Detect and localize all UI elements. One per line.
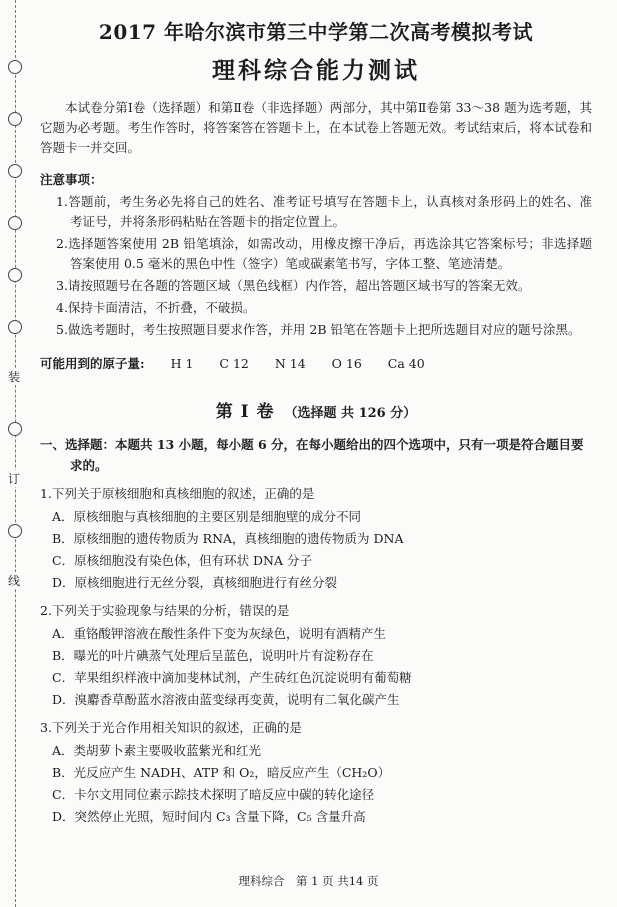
option-b: B．原核细胞的遗传物质为 RNA，真核细胞的遗传物质为 DNA [52, 531, 404, 546]
atomic-mass-item: C 12 [219, 356, 249, 371]
option-c: C．苹果组织样液中滴加斐林试剂，产生砖红色沉淀说明有葡萄糖 [52, 670, 412, 685]
atomic-mass-item: H 1 [170, 356, 194, 371]
binding-mark-zhuang: 装 [8, 370, 21, 384]
question-2 [40, 601, 592, 710]
binding-mark-xian: 线 [8, 574, 21, 588]
exam-title: 2017 年哈尔滨市第三中学第二次高考模拟考试 [98, 20, 534, 44]
question-3 [40, 718, 592, 827]
option-a: A．原核细胞与真核细胞的主要区别是细胞壁的成分不同 [52, 509, 362, 524]
option-list [40, 741, 592, 827]
section-subtitle: （选择题 共 126 分） [284, 406, 417, 421]
notice-item: 5.做选考题时，考生按照题目要求作答，并用 2B 铅笔在答题卡上把所选题目对应的题号涂黑。 [56, 322, 581, 337]
notice-item: 1.答题前，考生务必先将自己的姓名、准考证号填写在答题卡上，认真核对条形码上的姓名、准考证号，并将条形码粘贴在答题卡的指定位置上。 [56, 194, 592, 229]
section-heading [40, 400, 592, 426]
atomic-masses-label: 可能用到的原子量: [40, 356, 145, 371]
page-footer: 理科综合 第 1 页 共14 页 [238, 874, 379, 888]
option-a: A．类胡萝卜素主要吸收蓝紫光和红光 [52, 743, 262, 758]
section-instruction: 一、选择题：本题共 13 小题，每小题 6 分，在每小题给出的四个选项中，只有一项是符合题目要求的。 [40, 437, 584, 473]
notice-item: 2.选择题答案使用 2B 铅笔填涂，如需改动，用橡皮擦干净后，再选涂其它答案标号；非选择题答案使用 0.5 毫米的黑色中性（签字）笔或碳素笔书写，字体工整、笔迹清楚。 [56, 236, 592, 271]
atomic-mass-item: Ca 40 [387, 356, 425, 371]
atomic-masses [40, 354, 592, 374]
option-list [40, 624, 592, 710]
option-c: C．原核细胞没有染色体，但有环状 DNA 分子 [52, 553, 312, 568]
binding-hole [8, 524, 22, 538]
notice-list [40, 192, 592, 340]
binding-margin [0, 0, 34, 907]
section-title: 第 Ⅰ 卷 [215, 402, 275, 422]
notice-item: 3.请按照题号在各题的答题区域（黑色线框）内作答，超出答题区域书写的答案无效。 [56, 278, 531, 293]
binding-hole [8, 216, 22, 230]
option-b: B．光反应产生 NADH、ATP 和 O₂，暗反应产生（CH₂O） [52, 765, 391, 780]
option-b: B．曝光的叶片碘蒸气处理后呈蓝色，说明叶片有淀粉存在 [52, 648, 374, 663]
notice-item: 4.保持卡面清洁，不折叠，不破损。 [56, 300, 256, 315]
exam-subtitle: 理科综合能力测试 [212, 57, 420, 84]
binding-hole [8, 164, 22, 178]
binding-hole [8, 60, 22, 74]
exam-page [40, 18, 592, 829]
option-d: D．突然停止光照，短时间内 C₃ 含量下降，C₅ 含量升高 [52, 809, 366, 824]
question-stem: 1.下列关于原核细胞和真核细胞的叙述，正确的是 [40, 486, 315, 501]
atomic-mass-item: N 14 [274, 356, 306, 371]
binding-mark-ding: 订 [8, 472, 21, 486]
binding-hole [8, 112, 22, 126]
binding-hole [8, 268, 22, 282]
intro-paragraph: 本试卷分第Ⅰ卷（选择题）和第Ⅱ卷（非选择题）两部分，其中第Ⅱ卷第 33～38 题为选考题，其它题为必考题。考生作答时，将答案答在答题卡上，在本试卷上答题无效。考试结束后，将本试卷和答题卡一并交回。 [40, 100, 592, 155]
option-a: A．重铬酸钾溶液在酸性条件下变为灰绿色，说明有酒精产生 [52, 626, 387, 641]
option-d: D．溴麝香草酚蓝水溶液由蓝变绿再变黄，说明有二氧化碳产生 [52, 692, 400, 707]
option-c: C．卡尔文用同位素示踪技术探明了暗反应中碳的转化途径 [52, 787, 375, 802]
notice-heading: 注意事项： [40, 172, 103, 187]
atomic-mass-item: O 16 [331, 356, 362, 371]
binding-hole [8, 320, 22, 334]
question-1 [40, 484, 592, 593]
option-d: D．原核细胞进行无丝分裂，真核细胞进行有丝分裂 [52, 575, 338, 590]
question-stem: 2.下列关于实验现象与结果的分析，错误的是 [40, 603, 290, 618]
option-list [40, 507, 592, 593]
question-stem: 3.下列关于光合作用相关知识的叙述，正确的是 [40, 720, 302, 735]
binding-dashed-line [15, 0, 16, 907]
binding-hole [8, 422, 22, 436]
